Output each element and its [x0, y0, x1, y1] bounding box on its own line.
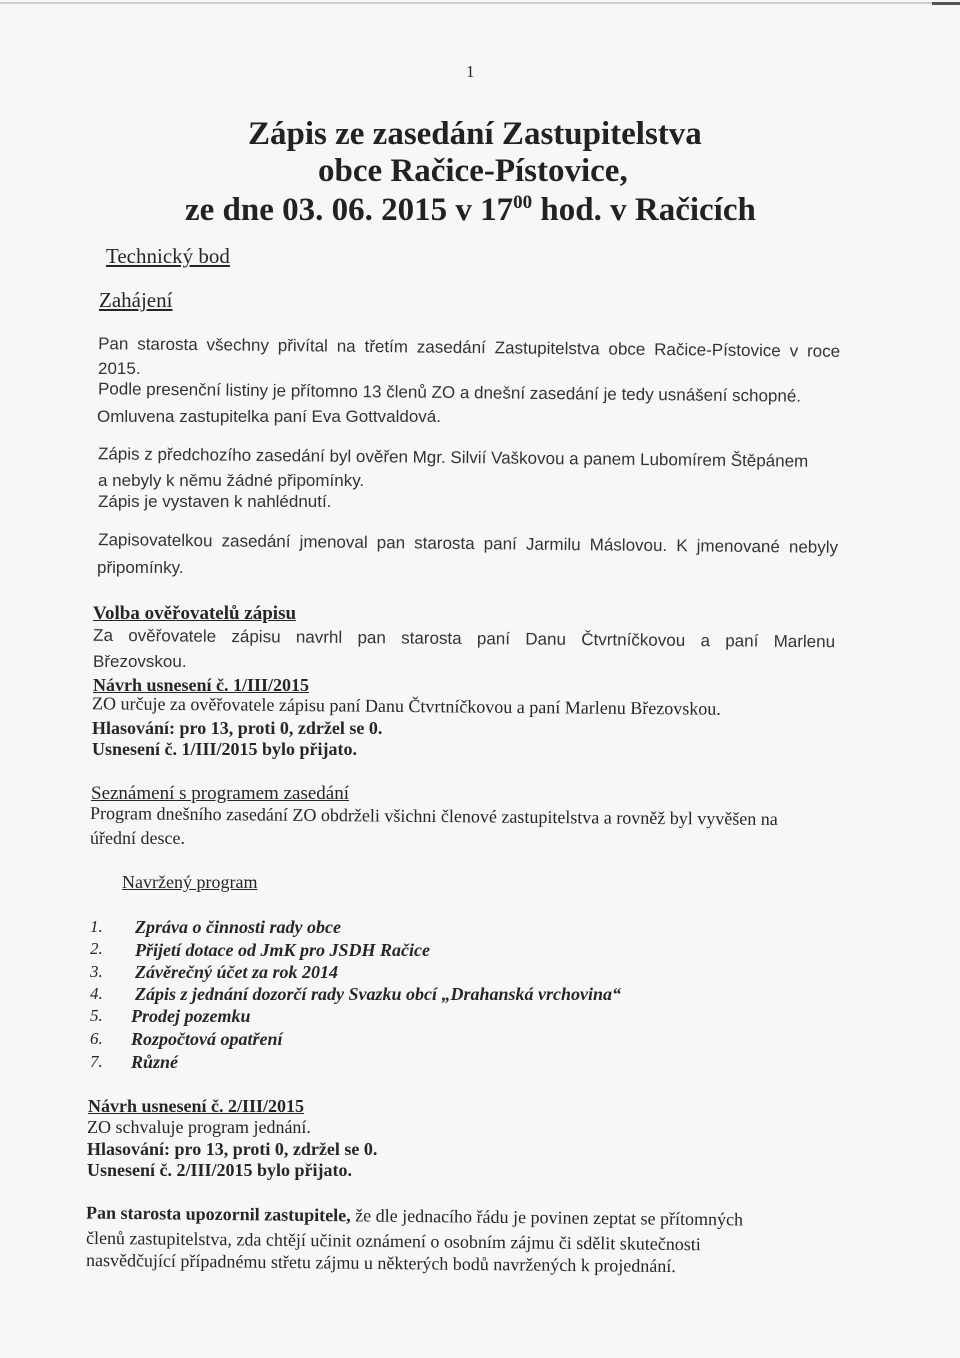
program-number: 7. [90, 1052, 103, 1071]
program-number: 1. [90, 917, 103, 936]
zahajeni-line-7: Zápis je vystaven k nahlédnutí. [98, 492, 332, 511]
seznameni-line-1: Program dnešního zasedání ZO obdrželi všichni členové zastupitelstva a rovněž byl vyvěšen na [89, 802, 778, 830]
page-number: 1 [466, 62, 475, 81]
zahajeni-line-9: připomínky. [97, 558, 184, 577]
heading-zahajeni: Zahájení [99, 288, 173, 312]
title-line-1: Zápis ze zasedání Zastupitelstva [248, 116, 702, 152]
program-number: 6. [90, 1029, 103, 1048]
volba-line-2: Březovskou. [93, 652, 187, 671]
zahajeni-line-2: 2015. [98, 359, 141, 378]
scan-edge-mark [932, 2, 960, 5]
program-item: Prodej pozemku [131, 1006, 251, 1026]
scan-edge-line [0, 2, 960, 4]
program-number: 3. [90, 962, 103, 981]
program-item: Přijetí dotace od JmK pro JSDH Račice [135, 940, 430, 960]
zahajeni-line-6: a nebyly k němu žádné připomínky. [98, 471, 365, 490]
volba-usneseni: Usnesení č. 1/III/2015 bylo přijato. [92, 739, 358, 759]
zaver-line-3: nasvědčující případnému střetu zájmu u některých bodů navržených k projednání. [85, 1249, 676, 1277]
program-item: Různé [131, 1052, 179, 1072]
program-number: 4. [90, 984, 103, 1003]
volba-hlasovani: Hlasování: pro 13, proti 0, zdržel se 0. [92, 718, 383, 738]
program-item: Závěrečný účet za rok 2014 [135, 962, 338, 982]
navrh2-text: ZO schvaluje program jednání. [87, 1117, 311, 1137]
zahajeni-line-8: Zapisovatelkou zasedání jmenoval pan starosta paní Jarmilu Máslovou. K jmenované nebyly [98, 530, 839, 557]
program-item: Zápis z jednání dozorčí rady Svazku obcí „Drahanská vrchovina“ [135, 984, 622, 1004]
zahajeni-line-1: Pan starosta všechny přivítal na třetím zasedání Zastupitelstva obce Račice-Pístovice v roce [98, 334, 841, 361]
zahajeni-line-5: Zápis z předchozího zasedání byl ověřen Mgr. Silvií Vaškovou a panem Lubomírem Štěpánem [97, 444, 809, 471]
volba-line-1: Za ověřovatele zápisu navrhl pan starosta paní Danu Čtvrtníčkovou a paní Marlenu [93, 625, 836, 652]
zaver-line-2: členů zastupitelstva, zda chtějí učinit oznámení o osobním zájmu či sdělit skutečnosti [85, 1227, 701, 1255]
seznameni-line-2: úřední desce. [90, 828, 185, 848]
program-item: Rozpočtová opatření [131, 1029, 283, 1049]
volba-navrh: Návrh usnesení č. 1/III/2015 [93, 675, 310, 695]
program-number: 2. [90, 939, 103, 958]
heading-technicky-bod: Technický bod [106, 244, 230, 268]
heading-seznameni: Seznámení s programem zasedání [91, 783, 349, 804]
navrh2-usneseni: Usnesení č. 2/III/2015 bylo přijato. [87, 1160, 353, 1180]
zahajeni-line-3: Podle presenční listiny je přítomno 13 členů ZO a dnešní zasedání je tedy usnášení schopné. [97, 379, 802, 406]
program-item: Zpráva o činnosti rady obce [135, 917, 341, 937]
volba-text: ZO určuje za ověřovatele zápisu paní Danu Čtvrtníčkovou a paní Marlenu Březovskou. [91, 693, 721, 719]
zaver-line-1: Pan starosta upozornil zastupitele, že dle jednacího řádu je povinen zeptat se přítomných [85, 1202, 744, 1230]
title-line-2: obce Račice-Pístovice, [318, 153, 628, 189]
navrh2-hlasovani: Hlasování: pro 13, proti 0, zdržel se 0. [87, 1139, 378, 1159]
heading-volba: Volba ověřovatelů zápisu [93, 603, 297, 624]
zahajeni-line-4: Omluvena zastupitelka paní Eva Gottvaldová. [97, 407, 441, 426]
program-number: 5. [90, 1006, 103, 1025]
title-line-3: ze dne 03. 06. 2015 v $17^{00}$ hod. v Račicích [185, 192, 756, 228]
navrh2-navrh: Návrh usnesení č. 2/III/2015 [88, 1096, 305, 1116]
heading-navrzeny-program: Navržený program [122, 872, 258, 892]
